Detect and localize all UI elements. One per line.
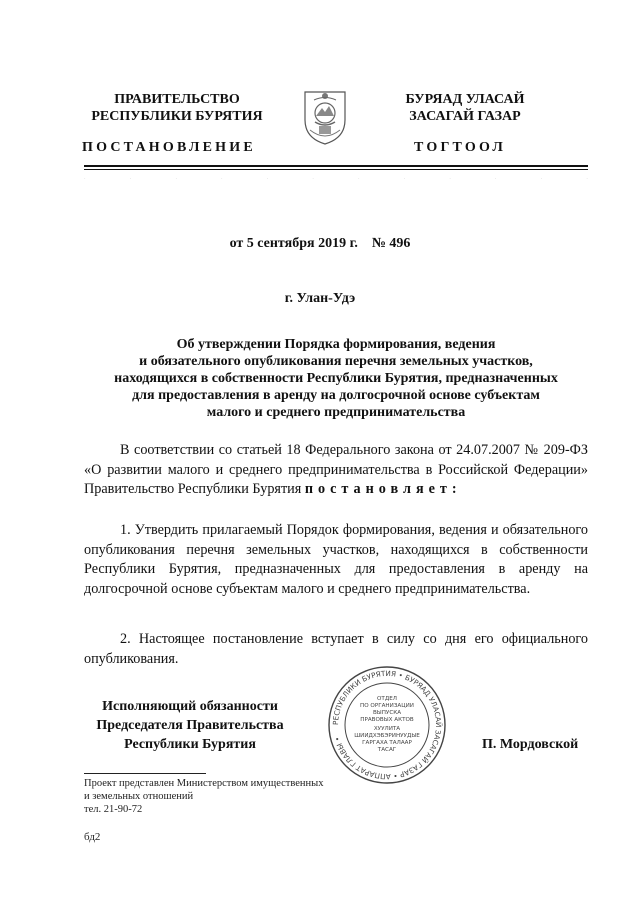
stamp-line: ВЫПУСКА (372, 710, 402, 716)
header-right (380, 91, 550, 125)
item-2-paragraph: 2. Настоящее постановление вступает в силу со дня его официального опубликования. (84, 631, 588, 667)
signatory-name: П. Мордовской (482, 737, 579, 752)
title-line: и обязательного опубликования перечня земельных участков, (139, 354, 533, 369)
date-and-number: от 5 сентября 2019 г. № 496 (229, 236, 411, 251)
stamp-line: ШИИДХЭБЭРИНУУДЫЕ (354, 733, 420, 739)
signature-position-line2: Председателя Правительства (96, 718, 284, 733)
header-left-line1: ПРАВИТЕЛЬСТВО (114, 92, 240, 107)
header-left-line2: РЕСПУБЛИКИ БУРЯТИЯ (91, 109, 263, 124)
header-right-line2: ЗАСАГАЙ ГАЗАР (409, 109, 521, 124)
stamp-line: ГАРГАХА ТАЛААР (362, 740, 412, 746)
title-line: для предоставления в аренду на долгосрочной основе субъектам (132, 388, 540, 403)
header-left (82, 91, 272, 125)
title-line: находящихся в собственности Республики Бурятия, предназначенных (114, 371, 558, 386)
header-dotted-line: · · · · · · · · · · · · (84, 177, 588, 182)
header-right-line1: БУРЯАД УЛАСАЙ (405, 92, 525, 107)
stamp-ring-text: РЕСПУБЛИКИ БУРЯТИЯ • БУРЯАД УЛАСАЙ ЗАСАГАЙ ГАЗАР • АППАРАТ ГЛАВЫ • (330, 668, 444, 782)
document-title (84, 336, 588, 421)
signature-position-line1: Исполняющий обязанности (102, 699, 278, 714)
doc-type-left: ПОСТАНОВЛЕНИЕ (82, 140, 256, 155)
footer-code: бд2 (84, 831, 101, 843)
preamble-text: В соответствии со статьей 18 Федерального закона от 24.07.2007 № 209-ФЗ «О развитии малого и среднего предпринимательства в Российской Федерации» Правительство Республики Бурятия (84, 442, 588, 497)
preamble-paragraph (84, 441, 588, 500)
city: г. Улан-Удэ (284, 291, 356, 306)
footer-line1: Проект представлен Министерством имущественных (84, 778, 324, 789)
stamp-line: ХУУЛИТА (373, 726, 401, 732)
header-divider-thick (84, 165, 588, 167)
footer-line3: тел. 21-90-72 (84, 804, 143, 815)
title-line: Об утверждении Порядка формирования, ведения (176, 337, 496, 352)
footer-note (84, 777, 323, 816)
official-stamp (326, 664, 448, 786)
stamp-line: ПРАВОВЫХ АКТОВ (360, 717, 414, 723)
signature-position (80, 697, 300, 754)
footer-divider (84, 773, 206, 774)
coat-of-arms-emblem (300, 86, 350, 146)
item-1-paragraph: 1. Утвердить прилагаемый Порядок формирования, ведения и обязательного опубликования перечня земельных участков, находящихся в собственности Республики Бурятия, предназначенных для предоставления в аренду на долгосрочной основе субъектам малого и среднего предпринимательства. (84, 522, 588, 597)
header-divider-thin (84, 169, 588, 170)
stamp-line: ПО ОРГАНИЗАЦИИ (360, 703, 414, 709)
stamp-line: ТАСАГ (377, 747, 397, 753)
stamp-line: ОТДЕЛ (377, 696, 397, 702)
title-line: малого и среднего предпринимательства (206, 405, 466, 420)
footer-line2: и земельных отношений (84, 791, 194, 802)
signature-position-line3: Республики Бурятия (124, 737, 256, 752)
preamble-spaced-verb: постановляет: (304, 481, 462, 497)
doc-type-right: ТОГТООЛ (414, 140, 507, 155)
